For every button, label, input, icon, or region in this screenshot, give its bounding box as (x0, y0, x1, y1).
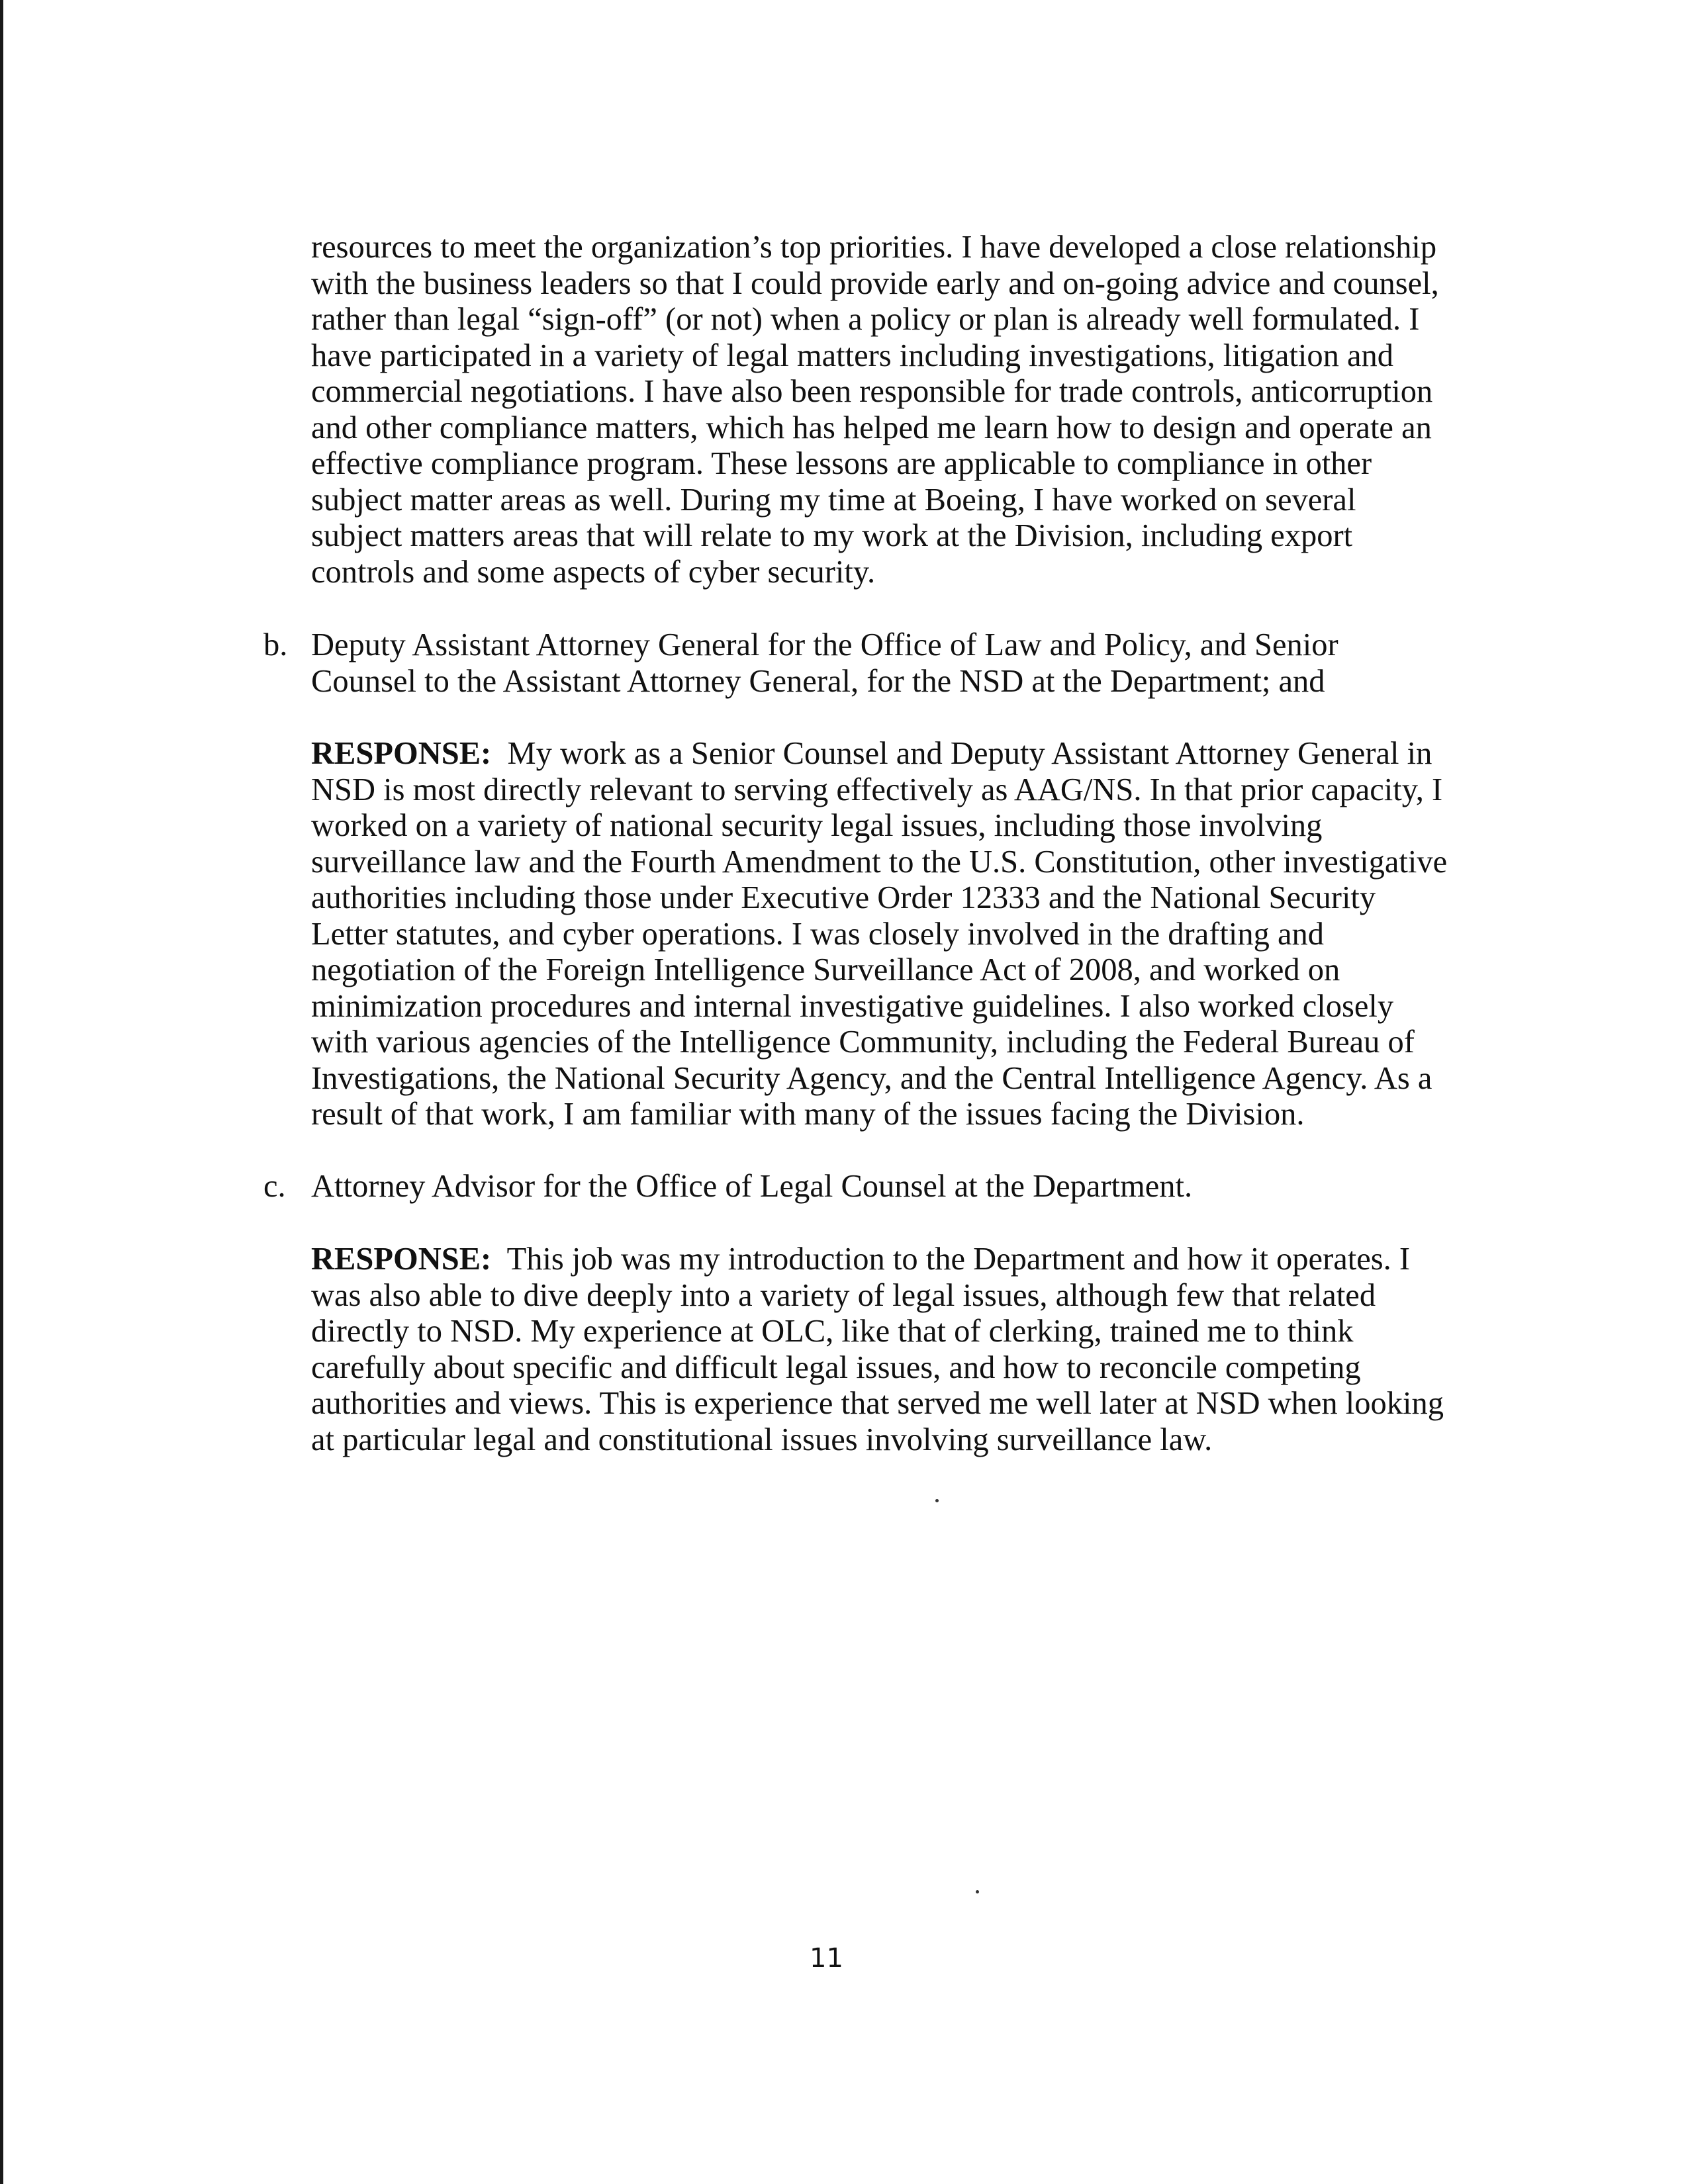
item-b-response-label: RESPONSE: (311, 736, 492, 771)
scan-speck (976, 1890, 979, 1893)
item-c-response (311, 1242, 1450, 1458)
item-c-letter: c. (263, 1169, 286, 1204)
item-c-response-label: RESPONSE: (311, 1242, 492, 1277)
item-c-heading: Attorney Advisor for the Office of Legal Counsel at the Department. (311, 1169, 1193, 1204)
page-number: 11 (810, 1943, 843, 1974)
item-c-response-text: This job was my introduction to the Department and how it operates. I was also able to dive deeply into a variety of legal issues, although few that related directly to NSD. My experience at OLC, like that of clerking, trained me to think carefully about specific and difficult legal issues, and how to reconcile competing authorities and views. This is experience that served me well later at NSD when looking at particular legal and constitutional issues involving surveillance law. (311, 1242, 1444, 1457)
scan-speck (935, 1499, 939, 1502)
continuation-paragraph: resources to meet the organization’s top priorities. I have developed a close relationship with the business leaders so that I could provide early and on-going advice and counsel, rather than legal “sign-off” (or not) when a policy or plan is already well formulated. I have participated in a variety of legal matters including investigations, litigation and commercial negotiations. I have also been responsible for trade controls, anticorruption and other compliance matters, which has helped me learn how to design and operate an effective compliance program. These lessons are applicable to compliance in other subject matter areas as well. During my time at Boeing, I have worked on several subject matters areas that will relate to my work at the Division, including export controls and some aspects of cyber security. (311, 230, 1439, 590)
item-b-response (311, 736, 1450, 1133)
item-b-response-text: My work as a Senior Counsel and Deputy Assistant Attorney General in NSD is most directly relevant to serving effectively as AAG/NS. In that prior capacity, I worked on a variety of national security legal issues, including those involving surveillance law and the Fourth Amendment to the U.S. Constitution, other investigative authorities including those under Executive Order 12333 and the National Security Letter statutes, and cyber operations. I was closely involved in the drafting and negotiation of the Foreign Intelligence Surveillance Act of 2008, and worked on minimization procedures and internal investigative guidelines. I also worked closely with various agencies of the Intelligence Community, including the Federal Bureau of Investigations, the National Security Agency, and the Central Intelligence Agency. As a result of that work, I am familiar with many of the issues facing the Division. (311, 736, 1448, 1132)
item-b-heading: Deputy Assistant Attorney General for the Office of Law and Policy, and Senior Counsel to the Assistant Attorney General, for the NSD at the Department; and (311, 627, 1338, 699)
item-b-letter: b. (263, 627, 288, 662)
